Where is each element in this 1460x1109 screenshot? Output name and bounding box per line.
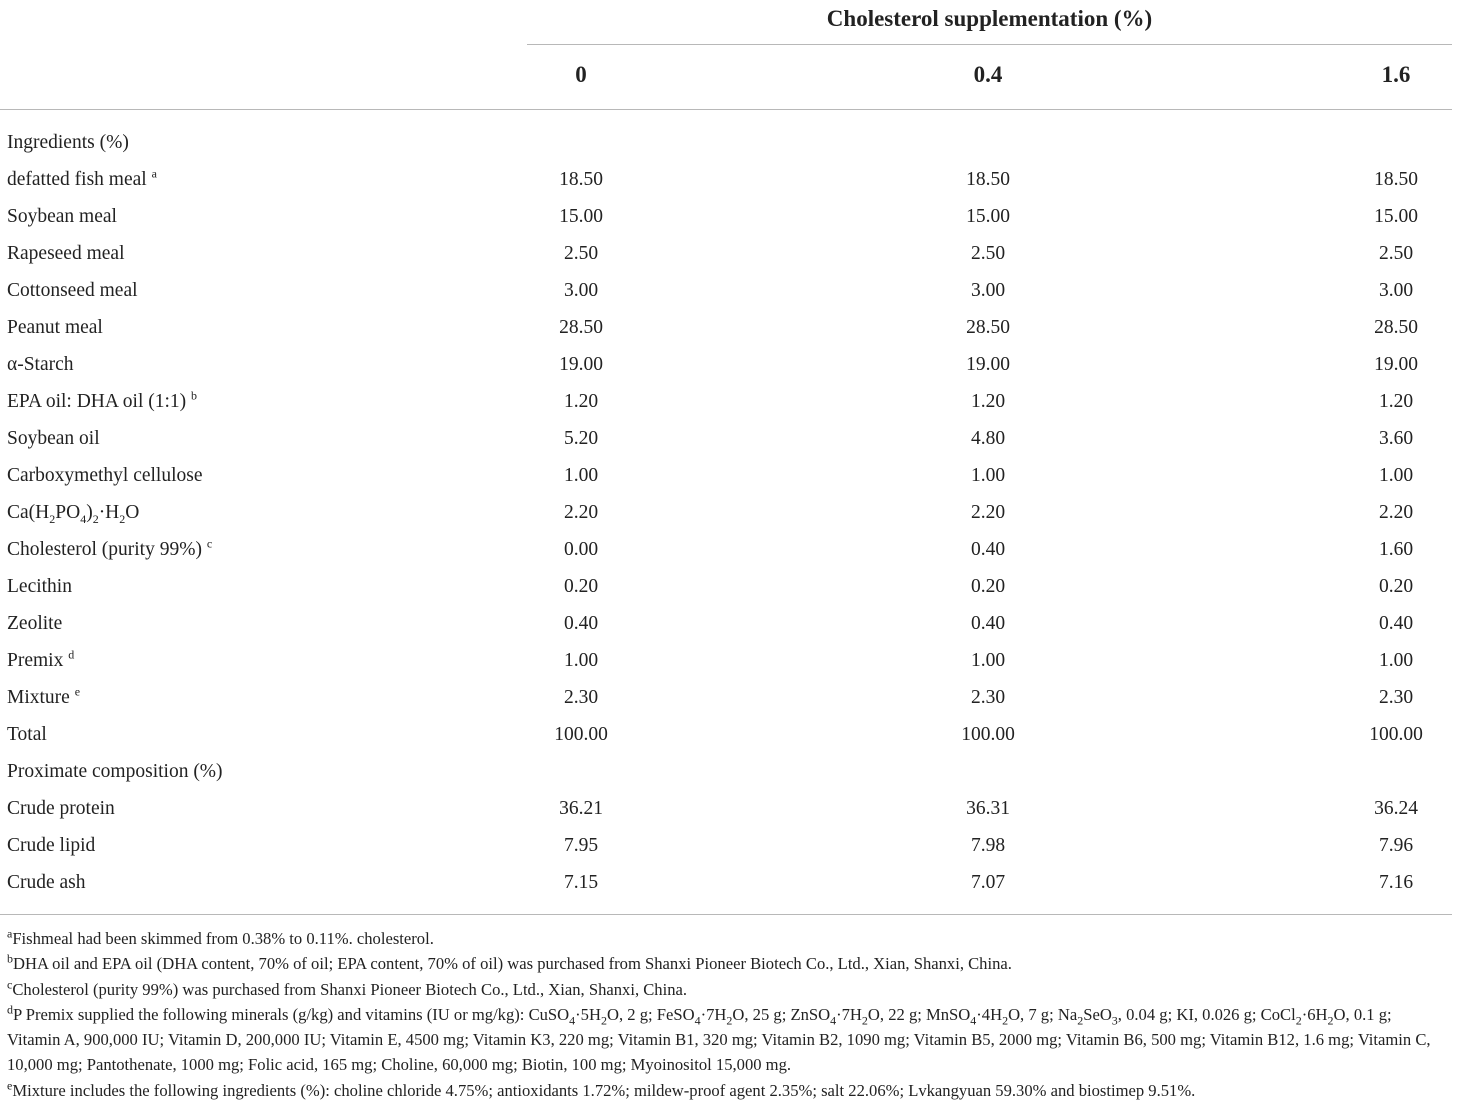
footnote-c <box>7 977 1447 1002</box>
row-label: Ingredients (%) <box>7 132 129 153</box>
row-label: Mixture $^e$ <box>7 684 81 708</box>
row-label: Peanut meal <box>7 317 103 338</box>
row-label: Carboxymethyl cellulose <box>7 465 203 486</box>
row-label: Proximate composition (%) <box>7 761 223 782</box>
footer-rule <box>0 914 1452 915</box>
row-label: Crude lipid <box>7 835 96 856</box>
cell-value: 0.00 <box>563 539 599 560</box>
row-label: defatted fish meal $^a$ <box>7 166 157 190</box>
footnote-a <box>7 926 1447 951</box>
row-label: Rapeseed meal <box>7 243 125 264</box>
table-row <box>0 161 1452 198</box>
row-label: $Ca(H_2PO_4)_2\cdot H_2O$ <box>7 502 140 526</box>
cell-value: 7.96 <box>1378 835 1414 856</box>
cell-value: 5.20 <box>563 428 599 449</box>
footnote-d-mark: d <box>7 1002 13 1017</box>
footnote-d <box>7 1002 1447 1078</box>
table-row <box>0 716 1452 753</box>
column-header-0-4: 0.4 <box>973 62 1003 87</box>
table-row <box>0 753 1452 790</box>
cell-value: 28.50 <box>966 317 1010 338</box>
cell-value: 7.16 <box>1378 872 1414 893</box>
row-label: Zeolite <box>7 613 63 634</box>
footnote-e-mark: e <box>7 1078 13 1093</box>
footnote-a-text: Fishmeal had been skimmed from 0.38% to 0.11%. cholesterol. <box>12 929 434 948</box>
table-row <box>0 679 1452 716</box>
table-row <box>0 790 1452 827</box>
cell-value: 1.00 <box>1378 650 1414 671</box>
cell-value: 7.95 <box>563 835 599 856</box>
cell-value: 1.00 <box>563 650 599 671</box>
cell-value: 15.00 <box>1374 206 1418 227</box>
footnote-c-text: Cholesterol (purity 99%) was purchased from Shanxi Pioneer Biotech Co., Ltd., Xian, Shanxi, China. <box>12 979 688 999</box>
cell-value: 19.00 <box>559 354 603 375</box>
cell-value: 19.00 <box>966 354 1010 375</box>
row-label: Crude ash <box>7 872 86 893</box>
table-row <box>0 272 1452 309</box>
row-label: Cholesterol (purity 99%) $^c$ <box>7 536 213 560</box>
footnote-c-mark: c <box>7 977 13 992</box>
cell-value: 28.50 <box>1374 317 1418 338</box>
table-row <box>0 827 1452 864</box>
row-label: Cottonseed meal <box>7 280 138 301</box>
cell-value: 36.21 <box>559 798 603 819</box>
cell-value: 15.00 <box>966 206 1010 227</box>
cell-value: 7.15 <box>563 872 599 893</box>
cell-value: 18.50 <box>966 169 1010 190</box>
table-row <box>0 494 1452 531</box>
row-label: Crude protein <box>7 798 115 819</box>
cell-value: 0.20 <box>563 576 599 597</box>
table-body <box>0 124 1452 901</box>
table-row <box>0 568 1452 605</box>
footnote-d-text: P Premix supplied the following minerals (g/kg) and vitamins (IU or mg/kg): $CuSO_4\cdot 5H_2O$, 2 g; $FeSO_4\cdot 7H_2O$, 25 g; $ZnSO_4\cdot 7H_2O$, 22 g; $MnSO_4\cdot 4H_2O$, 7 g; $Na_2SeO_3$, 0.04 g; KI, 0.026 g; $CoCl_2\cdot 6H_2O$, 0.1 g; Vitamin A, 900,000 IU; Vitamin D, 200,000 IU; Vitamin E, 4500 mg; Vitamin K3, 220 mg; Vitamin B1, 320 mg; Vitamin B2, 1090 mg; Vitamin B5, 2000 mg; Vitamin B6, 500 mg; Vitamin B12, 1.6 mg; Vitamin C, 10,000 mg; Pantothenate, 1000 mg; Folic acid, 165 mg; Choline, 60,000 mg; Biotin, 100 mg; Myoinositol 15,000 mg. <box>7 1004 1431 1075</box>
column-header-0: 0 <box>575 62 587 87</box>
footnotes <box>7 926 1447 1103</box>
cell-value: 2.30 <box>563 687 599 708</box>
cell-value: 0.40 <box>970 539 1006 560</box>
cell-value: 2.50 <box>970 243 1006 264</box>
cell-value: 19.00 <box>1374 354 1418 375</box>
footnote-marker: c <box>206 536 213 551</box>
cell-value: 15.00 <box>559 206 603 227</box>
table-row <box>0 420 1452 457</box>
cell-value: 2.20 <box>1378 502 1414 523</box>
table-row <box>0 198 1452 235</box>
cell-value: 1.00 <box>970 465 1006 486</box>
footnote-marker: d <box>68 647 75 662</box>
table-row <box>0 605 1452 642</box>
cell-value: 0.40 <box>563 613 599 634</box>
footnote-e-text: Mixture includes the following ingredients (%): choline chloride 4.75%; antioxidants 1.72%; mildew-proof agent 2.35%; salt 22.06%; Lvkangyuan 59.30% and biostimep 9.51%. <box>12 1080 1196 1100</box>
cell-value: 0.20 <box>970 576 1006 597</box>
cell-value: 1.20 <box>563 391 599 412</box>
cell-value: 1.60 <box>1378 539 1414 560</box>
cell-value: 1.00 <box>970 650 1006 671</box>
column-group-header: Cholesterol supplementation (%) <box>826 6 1153 31</box>
cell-value: 2.30 <box>970 687 1006 708</box>
cell-value: 3.00 <box>1378 280 1414 301</box>
cell-value: 4.80 <box>970 428 1006 449</box>
cell-value: 2.30 <box>1378 687 1414 708</box>
footnote-a-mark: a <box>7 926 13 941</box>
row-label: Soybean oil <box>7 428 100 449</box>
cell-value: 36.31 <box>966 798 1010 819</box>
cell-value: 36.24 <box>1374 798 1418 819</box>
footnote-marker: a <box>151 166 157 181</box>
row-label: Premix $^d$ <box>7 647 75 671</box>
header-rule <box>0 109 1452 110</box>
table-row <box>0 383 1452 420</box>
cell-value: 1.00 <box>563 465 599 486</box>
cell-value: 2.20 <box>563 502 599 523</box>
cell-value: 18.50 <box>559 169 603 190</box>
column-header-1-6: 1.6 <box>1381 62 1411 87</box>
table-row <box>0 864 1452 901</box>
footnote-marker: e <box>74 684 81 699</box>
row-label: Total <box>7 724 47 745</box>
table-row <box>0 309 1452 346</box>
cell-value: 3.00 <box>970 280 1006 301</box>
cell-value: 1.20 <box>970 391 1006 412</box>
cell-value: 2.20 <box>970 502 1006 523</box>
cell-value: 100.00 <box>961 724 1015 745</box>
cell-value: 100.00 <box>554 724 608 745</box>
cell-value: 7.98 <box>970 835 1006 856</box>
cell-value: 18.50 <box>1374 169 1418 190</box>
cell-value: 0.20 <box>1378 576 1414 597</box>
cell-value: 7.07 <box>970 872 1006 893</box>
cell-value: 3.60 <box>1378 428 1414 449</box>
footnote-e <box>7 1078 1447 1103</box>
row-label: Lecithin <box>7 576 72 597</box>
table-row <box>0 124 1452 161</box>
cell-value: 28.50 <box>559 317 603 338</box>
table-row <box>0 235 1452 272</box>
table-row <box>0 457 1452 494</box>
cell-value: 3.00 <box>563 280 599 301</box>
table-row <box>0 531 1452 568</box>
cell-value: 1.20 <box>1378 391 1414 412</box>
row-label: α-Starch <box>7 354 74 375</box>
row-label: Soybean meal <box>7 206 117 227</box>
cell-value: 2.50 <box>1378 243 1414 264</box>
table-row <box>0 346 1452 383</box>
table-row <box>0 642 1452 679</box>
footnote-b <box>7 951 1447 976</box>
cell-value: 2.50 <box>563 243 599 264</box>
cell-value: 0.40 <box>970 613 1006 634</box>
cell-value: 1.00 <box>1378 465 1414 486</box>
cell-value: 100.00 <box>1369 724 1423 745</box>
footnote-b-text: DHA oil and EPA oil (DHA content, 70% of oil; EPA content, 70% of oil) was purchased from Shanxi Pioneer Biotech Co., Ltd., Xian, Shanxi, China. <box>13 954 1012 974</box>
row-label: EPA oil: DHA oil (1:1) $^b$ <box>7 388 198 412</box>
group-header-rule <box>527 44 1452 45</box>
footnote-marker: b <box>191 388 198 403</box>
footnote-b-mark: b <box>7 951 13 966</box>
cell-value: 0.40 <box>1378 613 1414 634</box>
